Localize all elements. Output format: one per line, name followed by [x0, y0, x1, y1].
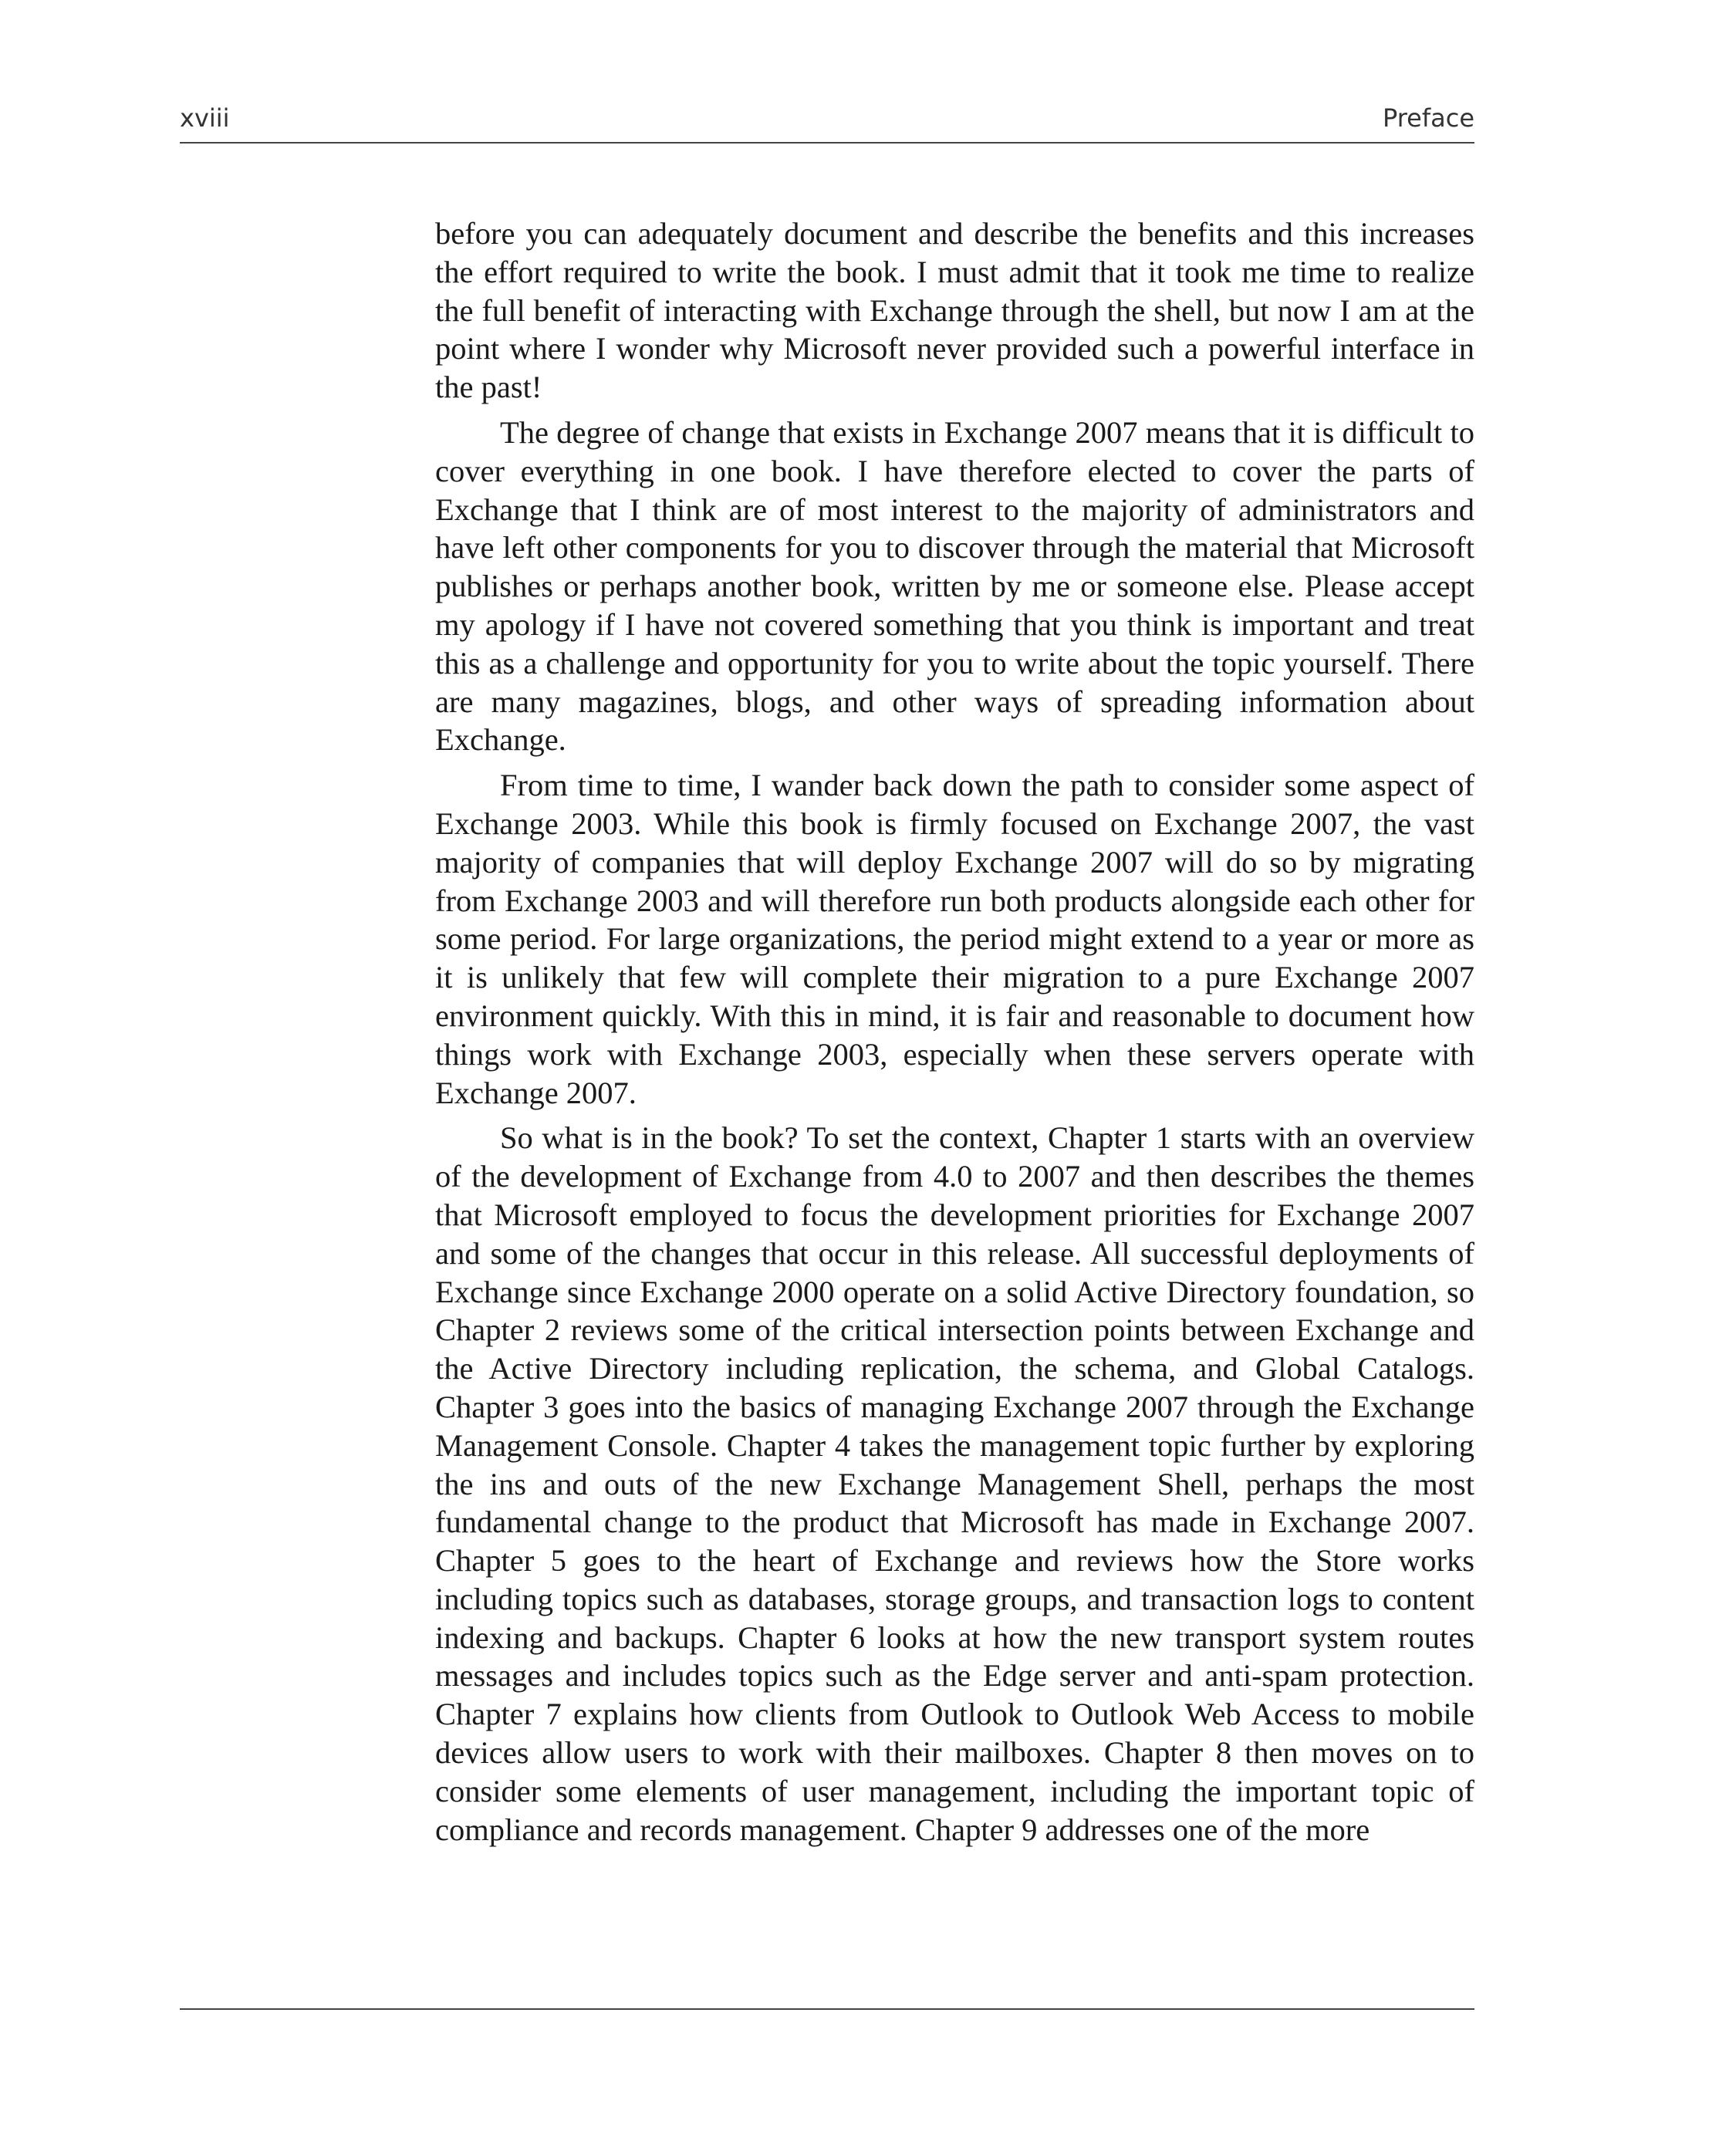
page-number: xviii — [180, 103, 230, 133]
paragraph: So what is in the book? To set the context, Chapter 1 starts with an overview of the development of Exchange from 4.0 to 2007 and then describes the themes that Microsoft employed to focus the development priorities for Exchange 2007 and some of the changes that occur in this release. All successful deployments of Exchange since Exchange 2000 operate on a solid Active Directory foundation, so Chapter 2 reviews some of the critical intersection points between Exchange and the Active Directory including replication, the schema, and Global Catalogs. Chapter 3 goes into the basics of managing Exchange 2007 through the Exchange Management Console. Chapter 4 takes the management topic further by exploring the ins and outs of the new Exchange Management Shell, perhaps the most fundamental change to the product that Microsoft has made in Exchange 2007. Chapter 5 goes to the heart of Exchange and reviews how the Store works including topics such as databases, storage groups, and transaction logs to content indexing and backups. Chapter 6 looks at how the new transport system routes messages and includes topics such as the Edge server and anti-spam protection. Chapter 7 explains how clients from Outlook to Outlook Web Access to mobile devices allow users to work with their mailboxes. Chapter 8 then moves on to consider some elements of user management, including the important topic of compliance and records management. Chapter 9 addresses one of the more — [435, 1120, 1474, 1847]
running-title: Preface — [1382, 103, 1474, 133]
paragraph-continuation: before you can adequately document and describe the benefits and this increases the effort required to write the book. I must admit that it took me time to realize the full benefit of interacting with Exchange through the shell, but now I am at the point where I wonder why Microsoft never provided such a powerful interface in the past! — [435, 216, 1474, 405]
body-text — [435, 214, 1474, 1856]
footer-rule — [180, 2008, 1474, 2010]
paragraph: The degree of change that exists in Exchange 2007 means that it is difficult to cover everything in one book. I have therefore elected to cover the parts of Exchange that I think are of most interest to the majority of administrators and have left other components for you to discover through the material that Microsoft publishes or perhaps another book, written by me or someone else. Please accept my apology if I have not covered something that you think is important and treat this as a challenge and opportunity for you to write about the topic yourself. There are many magazines, blogs, and other ways of spreading information about Exchange. — [435, 414, 1474, 758]
paragraph: From time to time, I wander back down the path to consider some aspect of Exchange 2003. While this book is firmly focused on Exchange 2007, the vast majority of companies that will deploy Exchange 2007 will do so by migrating from Exchange 2003 and will therefore run both products alongside each other for some period. For large organizations, the period might extend to a year or more as it is unlikely that few will complete their migration to a pure Exchange 2007 environment quickly. With this in mind, it is fair and reasonable to document how things work with Exchange 2003, especially when these servers operate with Exchange 2007. — [435, 768, 1474, 1110]
header-rule — [180, 142, 1474, 144]
running-header — [180, 99, 1474, 142]
